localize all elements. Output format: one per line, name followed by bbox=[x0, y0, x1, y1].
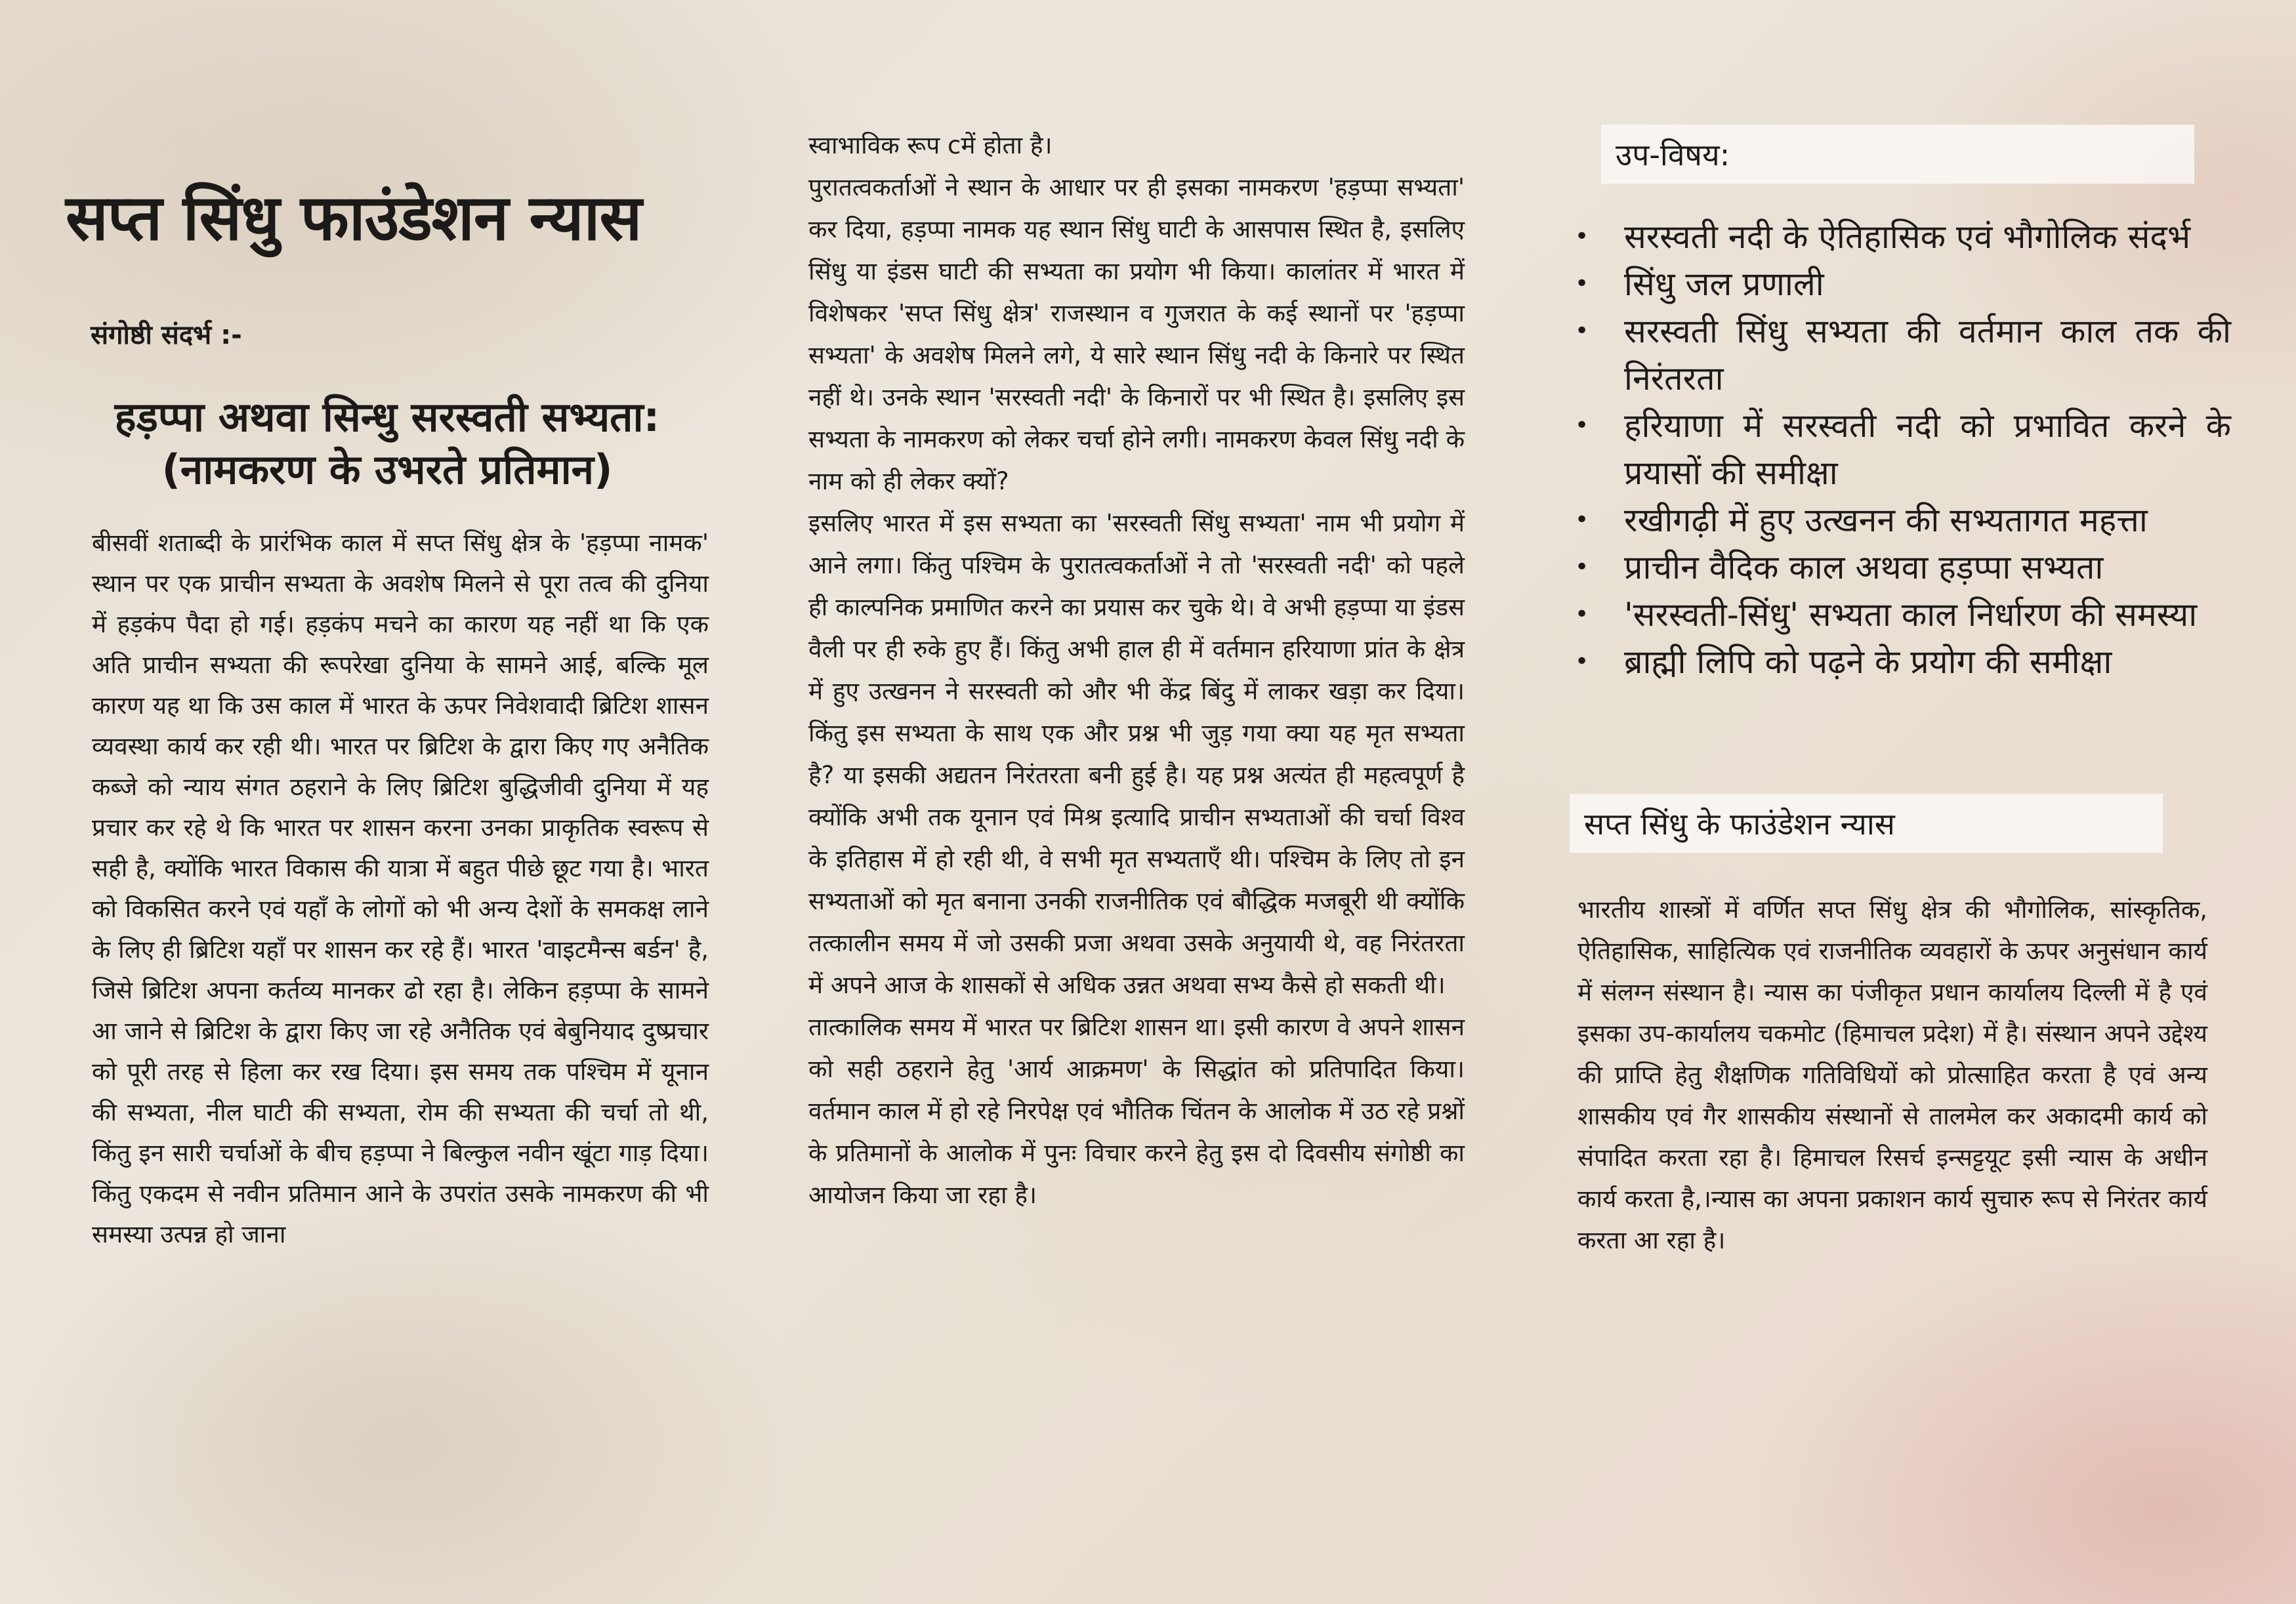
list-item-text: प्राचीन वैदिक काल अथवा हड़प्पा सभ्यता bbox=[1624, 548, 2104, 586]
naming-paragraph: पुरातत्वकर्ताओं ने स्थान के आधार पर ही इसका नामकरण 'हड़प्पा सभ्यता' कर दिया, हड़प्पा नामक यह स्थान सिंधु घाटी के आसपास स्थित है, इसलिए सिंधु या इंडस घाटी की सभ्यता का प्रयोग भी किया। कालांतर में भारत में विशेषकर 'सप्त सिंधु क्षेत्र' राजस्थान व गुजरात के कई स्थानों पर 'हड़प्पा सभ्यता' के अवशेष मिलने लगे, ये सारे स्थान सिंधु नदी के किनारे पर स्थित नहीं थे। उनके स्थान 'सरस्वती नदी' के किनारों पर भी स्थित है। इसलिए इस सभ्यता के नामकरण को लेकर चर्चा होने लगी। नामकरण केवल सिंधु नदी के नाम को ही लेकर क्यों? bbox=[808, 173, 1465, 495]
seminar-purpose-paragraph: तात्कालिक समय में भारत पर ब्रिटिश शासन था। इसी कारण वे अपने शासन को सही ठहराने हेतु 'आर्य आक्रमण' के सिद्धांत को प्रतिपादित किया। वर्तमान काल में हो रहे निरपेक्ष एवं भौतिक चिंतन के आलोक में उठ रहे प्रश्नों के प्रतिमानों के आलोक में पुनः विचार करने हेतु इस दो दिवसीय संगोष्ठी का आयोजन किया जा रहा है। bbox=[808, 1013, 1465, 1209]
bullet-icon: • bbox=[1575, 412, 1589, 439]
list-item bbox=[1562, 497, 2231, 544]
middle-column bbox=[808, 125, 1465, 1216]
list-item bbox=[1562, 260, 2231, 308]
bullet-icon: • bbox=[1575, 270, 1589, 297]
list-item bbox=[1562, 213, 2231, 260]
bullet-icon: • bbox=[1575, 318, 1589, 344]
list-item-text: ब्राह्मी लिपि को पढ़ने के प्रयोग की समीक्षा bbox=[1624, 643, 2112, 681]
bullet-icon: • bbox=[1575, 223, 1589, 250]
list-item bbox=[1562, 308, 2231, 402]
list-item-text: 'सरस्वती-सिंधु' सभ्यता काल निर्धारण की समस्या bbox=[1624, 596, 2198, 634]
subtopics-list bbox=[1562, 213, 2231, 686]
list-item-text: रखीगढ़ी में हुए उत्खनन की सभ्यतागत महत्ता bbox=[1624, 501, 2148, 539]
list-item-text: हरियाणा में सरस्वती नदी को प्रभावित करने के प्रयासों की समीक्षा bbox=[1624, 407, 2231, 492]
bullet-icon: • bbox=[1575, 648, 1589, 675]
list-item bbox=[1562, 402, 2231, 497]
continuation-line: स्वाभाविक रूप cमें होता है। bbox=[808, 131, 1053, 159]
list-item-text: सिंधु जल प्रणाली bbox=[1624, 265, 1824, 303]
seminar-reference-label: संगोष्ठी संदर्भ :- bbox=[91, 319, 242, 350]
page-title: सप्त सिंधु फाउंडेशन न्यास bbox=[66, 181, 642, 255]
right-column bbox=[1562, 125, 2231, 1261]
bullet-icon: • bbox=[1575, 554, 1589, 581]
saraswati-paragraph: इसलिए भारत में इस सभ्यता का 'सरस्वती सिंधु सभ्यता' नाम भी प्रयोग में आने लगा। किंतु पश्चिम के पुरातत्वकर्ताओं ने तो 'सरस्वती नदी' को पहले ही काल्पनिक प्रमाणित करने का प्रयास कर चुके थे। वे अभी हड़प्पा या इंडस वैली पर ही रुके हुए हैं। किंतु अभी हाल ही में वर्तमान हरियाणा प्रांत के क्षेत्र में हुए उत्खनन ने सरस्वती को और भी केंद्र बिंदु में लाकर खड़ा कर दिया। किंतु इस सभ्यता के साथ एक और प्रश्न भी जुड़ गया क्या यह मृत सभ्यता है? या इसकी अद्यतन निरंतरता बनी हुई है। यह प्रश्न अत्यंत ही महत्वपूर्ण है क्योंकि अभी तक यूनान एवं मिश्र इत्यादि प्राचीन सभ्यताओं की चर्चा विश्व के इतिहास में हो रही थी, वे सभी मृत सभ्यताएँ थी। पश्चिम के लिए तो इन सभ्यताओं को मृत बनाना उनकी राजनीतिक एवं बौद्धिक मजबूरी थी क्योंकि तत्कालीन समय में जो उसकी प्रजा अथवा उसके अनुयायी थे, वह निरंतरता में अपने आज के शासकों से अधिक उन्नत अथवा सभ्य कैसे हो सकती थी। bbox=[808, 509, 1465, 999]
list-item-text: सरस्वती सिंधु सभ्यता की वर्तमान काल तक की निरंतरता bbox=[1624, 312, 2231, 398]
intro-paragraph: बीसवीं शताब्दी के प्रारंभिक काल में सप्त सिंधु क्षेत्र के 'हड़प्पा नामक' स्थान पर एक प्राचीन सभ्यता के अवशेष मिलने से पूरा तत्व की दुनिया में हड़कंप पैदा हो गई। हड़कंप मचने का कारण यह नहीं था कि एक अति प्राचीन सभ्यता की रूपरेखा दुनिया के सामने आई, बल्कि मूल कारण यह था कि उस काल में भारत के ऊपर निवेशवादी ब्रिटिश शासन व्यवस्था कार्य कर रही थी। भारत पर ब्रिटिश के द्वारा किए गए अनैतिक कब्जे को न्याय संगत ठहराने के लिए ब्रिटिश बुद्धिजीवी दुनिया में यह प्रचार कर रहे थे कि भारत पर शासन करना उनका प्राकृतिक स्वरूप से सही है, क्योंकि भारत विकास की यात्रा में बहुत पीछे छूट गया है। भारत को विकसित करने एवं यहाँ के लोगों को भी अन्य देशों के समकक्ष लाने के लिए ही ब्रिटिश यहाँ पर शासन कर रहे हैं। भारत 'वाइटमैन्स बर्डन' है, जिसे ब्रिटिश अपना कर्तव्य मानकर ढो रहा है। लेकिन हड़प्पा के सामने आ जाने से ब्रिटिश के द्वारा किए जा रहे अनैतिक एवं बेबुनियाद दुष्प्रचार को पूरी तरह से हिला कर रख दिया। इस समय तक पश्चिम में यूनान की सभ्यता, नील घाटी की सभ्यता, रोम की सभ्यता की चर्चा तो थी, किंतु इन सारी चर्चाओं के बीच हड़प्पा ने बिल्कुल नवीन खूंटा गाड़ दिया। किंतु एकदम से नवीन प्रतिमान आने के उपरांत उसके नामकरण की भी समस्या उत्पन्न हो जाना bbox=[92, 528, 709, 1248]
foundation-paragraph: भारतीय शास्त्रों में वर्णित सप्त सिंधु क्षेत्र की भौगोलिक, सांस्कृतिक, ऐतिहासिक, साहित्यिक एवं राजनीतिक व्यवहारों के ऊपर अनुसंधान कार्य में संलग्न संस्थान है। न्यास का पंजीकृत प्रधान कार्यालय दिल्ली में है एवं इसका उप-कार्यालय चकमोट (हिमाचल प्रदेश) में है। संस्थान अपने उद्देश्य की प्राप्ति हेतु शैक्षणिक गतिविधियों को प्रोत्साहित करता है एवं अन्य शासकीय एवं गैर शासकीय संस्थानों से तालमेल कर अकादमी कार्य को संपादित करता रहा है। हिमाचल रिसर्च इन्सट्टयूट इसी न्यास के अधीन कार्य करता है,।न्यास का अपना प्रकाशन कार्य सुचारु रूप से निरंतर कार्य करता आ रहा है। bbox=[1577, 895, 2207, 1254]
subtopics-heading: उप-विषय: bbox=[1601, 125, 2194, 184]
bullet-icon: • bbox=[1575, 601, 1589, 628]
list-item bbox=[1562, 591, 2231, 638]
bullet-icon: • bbox=[1575, 506, 1589, 533]
list-item bbox=[1562, 638, 2231, 686]
list-item bbox=[1562, 544, 2231, 591]
foundation-heading: सप्त सिंधु के फाउंडेशन न्यास bbox=[1570, 794, 2163, 853]
left-column bbox=[66, 181, 709, 1255]
seminar-title-line-2: (नामकरण के उभरते प्रतिमान) bbox=[161, 445, 613, 494]
seminar-title-line-1: हड़प्पा अथवा सिन्धु सरस्वती सभ्यता: bbox=[114, 392, 660, 441]
seminar-title bbox=[66, 391, 709, 497]
list-item-text: सरस्वती नदी के ऐतिहासिक एवं भौगोलिक संदर्भ bbox=[1624, 218, 2191, 256]
